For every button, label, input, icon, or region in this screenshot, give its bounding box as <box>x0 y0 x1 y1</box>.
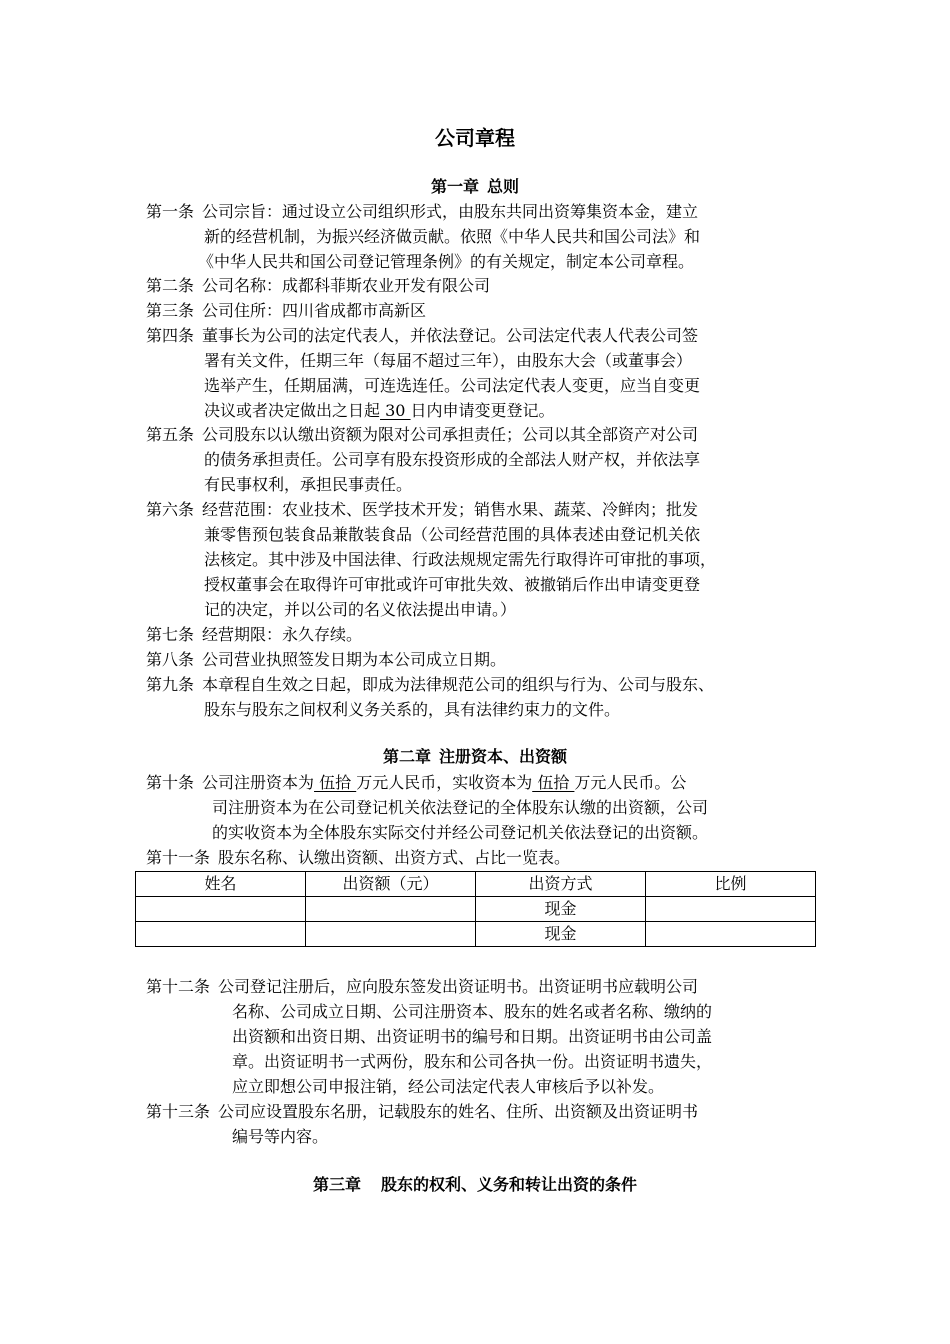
article-text: 司注册资本为在公司登记机关依法登记的全体股东认缴的出资额，公司 <box>212 798 709 817</box>
article-2 <box>146 273 490 298</box>
article-text: 公司股东以认缴出资额为限对公司承担责任；公司以其全部资产对公司 <box>202 425 699 444</box>
article-text: 公司注册资本为 <box>202 773 315 792</box>
article-text: 万元人民币，实收资本为 <box>356 773 533 792</box>
article-text: 应立即想公司申报注销，经公司法定代表人审核后予以补发。 <box>232 1077 665 1096</box>
article-text: 股东名称、认缴出资额、出资方式、占比一览表。 <box>218 848 571 867</box>
article-text: 法核定。其中涉及中国法律、行政法规规定需先行取得许可审批的事项， <box>204 550 717 569</box>
table-row <box>136 897 816 922</box>
article-label: 第十二条 <box>146 977 211 996</box>
document-title: 公司章程 <box>435 126 515 150</box>
table-cell <box>646 922 816 947</box>
table-cell <box>306 897 476 922</box>
table-cell <box>306 922 476 947</box>
article-label: 第十三条 <box>146 1102 211 1121</box>
article-9 <box>146 672 714 722</box>
article-text: 本章程自生效之日起，即成为法律规范公司的组织与行为、公司与股东、 <box>202 675 715 694</box>
article-text: 公司应设置股东名册，记载股东的姓名、住所、出资额及出资证明书 <box>218 1102 699 1121</box>
article-text: 编号等内容。 <box>232 1127 329 1146</box>
table-cell: 现金 <box>476 897 646 922</box>
article-text: 新的经营机制，为振兴经济做贡献。依照《中华人民共和国公司法》和 <box>204 227 701 246</box>
article-10 <box>146 770 708 845</box>
chapter-2-heading <box>0 745 950 769</box>
company-name: 公司名称：成都科菲斯农业开发有限公司 <box>202 276 491 295</box>
article-3 <box>146 298 426 323</box>
article-4 <box>146 323 700 423</box>
article-1 <box>146 199 700 274</box>
company-address: 公司住所：四川省成都市高新区 <box>202 301 427 320</box>
article-text: 选举产生，任期届满，可连选连任。公司法定代表人变更，应当自变更 <box>204 376 701 395</box>
article-text: 有民事权利，承担民事责任。 <box>204 475 413 494</box>
article-label: 第六条 <box>146 500 195 519</box>
article-text: 的债务承担责任。公司享有股东投资形成的全部法人财产权，并依法享 <box>204 450 701 469</box>
days-value: 30 <box>380 401 411 420</box>
article-7 <box>146 622 362 647</box>
article-text: 名称、公司成立日期、公司注册资本、股东的姓名或者名称、缴纳的 <box>232 1002 713 1021</box>
chapter-text: 注册资本、出资额 <box>439 747 568 766</box>
table-cell: 现金 <box>476 922 646 947</box>
article-label: 第三条 <box>146 301 195 320</box>
article-text: 兼零售预包装食品兼散装食品（公司经营范围的具体表述由登记机关依 <box>204 525 701 544</box>
chapter-1-heading <box>0 175 950 199</box>
table-cell <box>646 897 816 922</box>
article-text: 署有关文件，任期三年（每届不超过三年），由股东大会（或董事会） <box>204 351 693 370</box>
article-label: 第二条 <box>146 276 195 295</box>
table-cell <box>136 922 306 947</box>
article-label: 第五条 <box>146 425 195 444</box>
article-label: 第九条 <box>146 675 195 694</box>
article-12 <box>146 974 712 1099</box>
article-text: 公司宗旨：通过设立公司组织形式，由股东共同出资筹集资本金，建立 <box>202 202 699 221</box>
article-text: 章。出资证明书一式两份，股东和公司各执一份。出资证明书遗失， <box>232 1052 713 1071</box>
table-cell <box>136 897 306 922</box>
chapter-text: 股东的权利、义务和转让出资的条件 <box>381 1175 638 1194</box>
article-text: 公司登记注册后，应向股东签发出资证明书。出资证明书应载明公司 <box>218 977 699 996</box>
article-text: 决议或者决定做出之日起 <box>204 401 381 420</box>
article-text: 万元人民币。公 <box>574 773 687 792</box>
article-text: 经营范围：农业技术、医学技术开发；销售水果、蔬菜、冷鲜肉；批发 <box>202 500 699 519</box>
article-text: 授权董事会在取得许可审批或许可审批失效、被撤销后作出申请变更登 <box>204 575 701 594</box>
article-8 <box>146 647 506 672</box>
chapter-number: 第二章 <box>382 747 431 766</box>
article-text: 公司营业执照签发日期为本公司成立日期。 <box>202 650 507 669</box>
article-6 <box>146 497 716 622</box>
article-text: 的实收资本为全体股东实际交付并经公司登记机关依法登记的出资额。 <box>212 823 709 842</box>
column-header-name: 姓名 <box>136 872 306 897</box>
table-row <box>136 922 816 947</box>
article-text: 日内申请变更登记。 <box>410 401 555 420</box>
article-label: 第八条 <box>146 650 195 669</box>
shareholder-table <box>135 871 816 947</box>
article-text: 经营期限：永久存续。 <box>202 625 363 644</box>
registered-capital-value: 伍拾 <box>314 773 357 792</box>
column-header-method: 出资方式 <box>476 872 646 897</box>
paid-capital-value: 伍拾 <box>532 773 575 792</box>
article-text: 《中华人民共和国公司登记管理条例》的有关规定，制定本公司章程。 <box>198 252 695 271</box>
column-header-amount: 出资额（元） <box>306 872 476 897</box>
table-header-row <box>136 872 816 897</box>
article-label: 第一条 <box>146 202 195 221</box>
article-5 <box>146 422 700 497</box>
article-13 <box>146 1099 698 1149</box>
article-text: 董事长为公司的法定代表人，并依法登记。公司法定代表人代表公司签 <box>202 326 699 345</box>
chapter-text: 总则 <box>487 177 520 196</box>
chapter-3-heading <box>0 1173 950 1197</box>
article-text: 记的决定，并以公司的名义依法提出申请。） <box>204 600 517 619</box>
article-label: 第十一条 <box>146 848 211 867</box>
article-text: 股东与股东之间权利义务关系的，具有法律约束力的文件。 <box>204 700 621 719</box>
chapter-number: 第三章 <box>312 1175 361 1194</box>
article-label: 第四条 <box>146 326 195 345</box>
article-11 <box>146 845 570 870</box>
article-label: 第十条 <box>146 773 195 792</box>
article-label: 第七条 <box>146 625 195 644</box>
chapter-number: 第一章 <box>430 177 479 196</box>
article-text: 出资额和出资日期、出资证明书的编号和日期。出资证明书由公司盖 <box>232 1027 713 1046</box>
column-header-ratio: 比例 <box>646 872 816 897</box>
